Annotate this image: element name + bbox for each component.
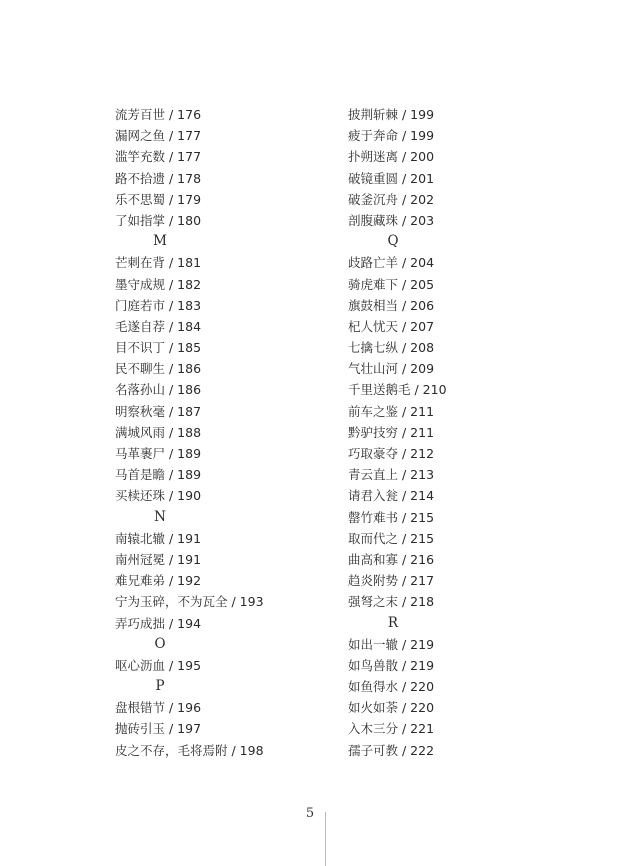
index-entry: 扑朔迷离 / 200 <box>348 149 435 165</box>
index-entry: 气壮山河 / 209 <box>348 361 435 377</box>
index-entry: 马革裹尸 / 189 <box>115 446 202 461</box>
index-entry: 明察秋毫 / 187 <box>115 403 202 419</box>
section-letter: R <box>387 614 399 631</box>
index-entry: 毛遂自荐 / 184 <box>115 318 202 334</box>
index-entry: 取而代之 / 215 <box>348 530 435 546</box>
index-entry: 请君入瓮 / 214 <box>348 488 435 504</box>
index-entry: 流芳百世 / 176 <box>115 107 202 122</box>
index-entry: 墨守成规 / 182 <box>115 276 202 292</box>
index-entry: 呕心沥血 / 195 <box>115 657 202 673</box>
index-entry: 马首是瞻 / 189 <box>115 467 202 483</box>
index-entry: 如鱼得水 / 220 <box>348 679 435 695</box>
index-entry: 如鸟兽散 / 219 <box>348 657 435 673</box>
index-entry: 前车之鉴 / 211 <box>348 403 435 419</box>
index-entry: 了如指掌 / 180 <box>115 212 202 228</box>
index-entry: 如出一辙 / 219 <box>348 636 435 652</box>
index-entry: 破镜重圆 / 201 <box>348 170 435 186</box>
index-entry: 抛砖引玉 / 197 <box>115 721 202 737</box>
index-entry: 巧取豪夺 / 212 <box>348 446 435 461</box>
index-entry: 青云直上 / 213 <box>348 467 435 483</box>
index-entry: 千里送鹅毛 / 210 <box>348 382 447 398</box>
index-entry: 满城风雨 / 188 <box>115 424 202 440</box>
index-entry: 买椟还珠 / 190 <box>115 488 202 504</box>
index-entry: 门庭若市 / 183 <box>115 297 202 313</box>
index-column-left <box>115 104 315 761</box>
index-entry: 漏网之鱼 / 177 <box>115 128 202 144</box>
index-column-right <box>348 104 548 761</box>
index-entry: 曲高和寡 / 216 <box>348 551 435 567</box>
index-entry: 旗鼓相当 / 206 <box>348 297 435 313</box>
index-entry: 剖腹藏珠 / 203 <box>348 212 435 228</box>
index-entry: 皮之不存，毛将焉附 / 198 <box>115 742 264 758</box>
index-entry: 难兄难弟 / 192 <box>115 573 202 589</box>
index-entry: 骑虎难下 / 205 <box>348 276 435 292</box>
index-entry: 孺子可教 / 222 <box>348 742 435 758</box>
index-entry: 名落孙山 / 186 <box>115 382 202 398</box>
index-entry: 强弩之末 / 218 <box>348 594 435 610</box>
index-entry: 弄巧成拙 / 194 <box>115 615 202 631</box>
index-entry: 民不聊生 / 186 <box>115 361 202 377</box>
section-letter: M <box>153 233 167 250</box>
index-entry: 疲于奔命 / 199 <box>348 128 435 144</box>
index-entry: 芒刺在背 / 181 <box>115 255 202 271</box>
section-letter: P <box>155 678 165 695</box>
index-entry: 入木三分 / 221 <box>348 721 435 737</box>
index-entry: 歧路亡羊 / 204 <box>348 255 435 271</box>
index-entry: 南辕北辙 / 191 <box>115 530 202 546</box>
footer-rule <box>325 812 326 866</box>
section-letter: N <box>154 508 166 525</box>
index-entry: 破釜沉舟 / 202 <box>348 191 435 207</box>
index-entry: 披荆斩棘 / 199 <box>348 107 435 122</box>
index-entry: 如火如荼 / 220 <box>348 700 435 716</box>
index-entry: 七擒七纵 / 208 <box>348 340 435 356</box>
index-entry: 杞人忧天 / 207 <box>348 318 435 334</box>
index-entry: 趋炎附势 / 217 <box>348 573 435 589</box>
index-entry: 乐不思蜀 / 179 <box>115 191 202 207</box>
index-entry: 路不拾遗 / 178 <box>115 170 202 186</box>
index-entry: 罄竹难书 / 215 <box>348 509 435 525</box>
index-entry: 南州冠冕 / 191 <box>115 551 202 567</box>
index-entry: 宁为玉碎，不为瓦全 / 193 <box>115 594 264 610</box>
index-entry: 滥竽充数 / 177 <box>115 149 202 165</box>
section-letter: Q <box>387 233 399 250</box>
index-entry: 黔驴技穷 / 211 <box>348 424 435 440</box>
page-number: 5 <box>305 806 315 821</box>
section-letter: O <box>154 635 166 652</box>
index-entry: 盘根错节 / 196 <box>115 700 202 716</box>
index-entry: 目不识丁 / 185 <box>115 340 202 356</box>
